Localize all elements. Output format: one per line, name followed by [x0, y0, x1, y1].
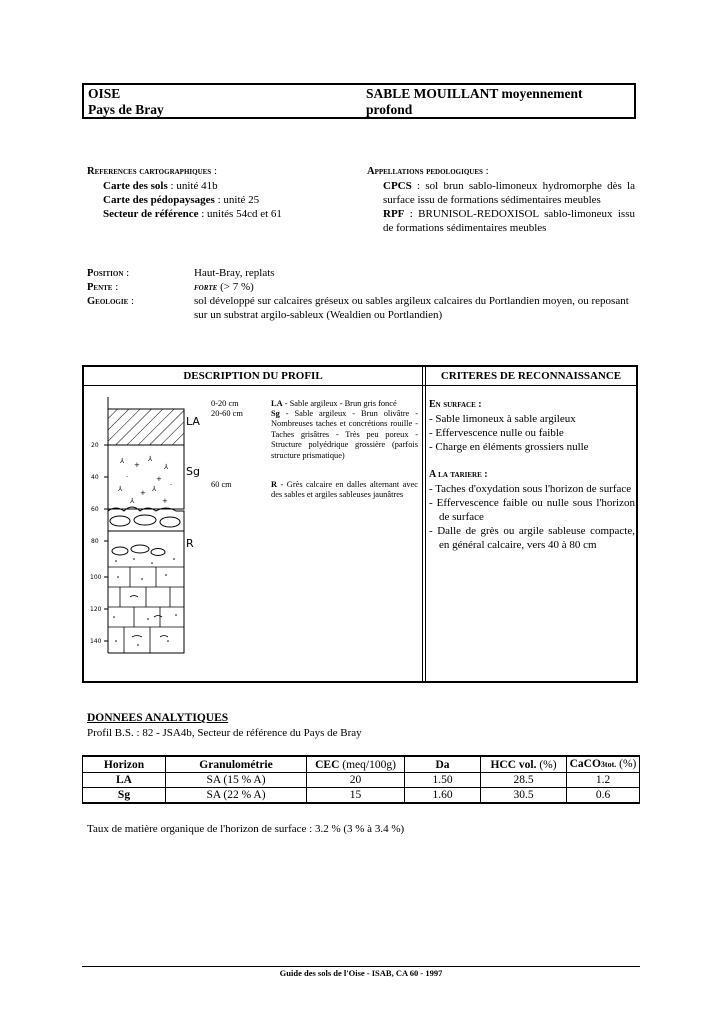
- horizon-depth: 0-20 cm: [211, 399, 239, 408]
- column-header: CEC (meq/100g): [307, 756, 405, 773]
- refs-colon: :: [211, 165, 217, 177]
- svg-text:+: +: [162, 497, 168, 505]
- column-header: HCC vol. (%): [481, 756, 567, 773]
- horizon-depth: 60 cm: [211, 480, 232, 489]
- rpf-text: : BRUNISOL-REDOXISOL sablo-limoneux issu de formations sédimentaires meubles: [383, 208, 635, 234]
- ref-value: : unités 54cd et 61: [198, 208, 282, 220]
- depth-tick: 60: [91, 506, 99, 513]
- column-divider: [422, 367, 423, 681]
- criteria-item: - Dalle de grès ou argile sableuse compacte, en général calcaire, vers 40 à 80 cm: [429, 525, 636, 551]
- svg-text:+: +: [140, 489, 146, 497]
- analytics-subtitle: Profil B.S. : 82 - JSA4b, Secteur de référence du Pays de Bray: [87, 727, 362, 739]
- cpcs-text: : sol brun sablo-limoneux hydromorphe dès la surface issu de formations sédimentaires meubles: [383, 180, 635, 206]
- svg-text:⅄: ⅄: [164, 463, 169, 471]
- horizon-description: LA - Sable argileux - Brun gris foncé: [271, 399, 397, 408]
- criteria-item: - Effervescence nulle ou faible: [429, 427, 564, 439]
- analytics-table: [82, 755, 640, 804]
- cpcs-label: CPCS: [383, 180, 412, 192]
- r-layer-lines: [108, 567, 184, 653]
- header-box: [82, 83, 636, 119]
- svg-text:+: +: [134, 461, 140, 469]
- svg-text:⅄: ⅄: [120, 457, 125, 465]
- ref-label: Secteur de référence: [103, 208, 199, 220]
- organic-matter-note: Taux de matière organique de l'horizon de surface : 3.2 % (3 % à 3.4 %): [87, 823, 405, 835]
- appellations-colon: :: [482, 165, 489, 177]
- horizon-description: Sg - Sable argileux - Brun olivâtre - Nombreuses taches et concrétions rouille - Taches grisâtres - Très peu poreux - Structure polyédrique grossière (parfois structure prismatique): [271, 409, 418, 460]
- horizon-label-r: R: [186, 537, 194, 550]
- geologie-label: Geologie :: [87, 295, 135, 307]
- tariere-title: A la tariere :: [429, 469, 488, 480]
- svg-text:·: ·: [126, 473, 129, 481]
- depth-tick: 80: [91, 538, 99, 545]
- svg-text:⅄: ⅄: [118, 485, 123, 493]
- soil-title-line1: SABLE MOUILLANT moyennement: [366, 86, 583, 101]
- r-layer-marks: [130, 596, 168, 638]
- cpcs-entry: [367, 179, 635, 207]
- ref-value: : unité 25: [214, 194, 260, 206]
- table-row: LA SA (15 % A) 20 1.50 28.5 1.2: [83, 773, 640, 788]
- position-label: Position :: [87, 267, 130, 279]
- appellations-title: Appellations pedologiques: [367, 166, 483, 177]
- surface-title: En surface :: [429, 399, 482, 410]
- depth-tick: 40: [91, 474, 99, 481]
- rpf-label: RPF: [383, 208, 405, 220]
- column-header: Da: [405, 756, 481, 773]
- region-title: Pays de Bray: [88, 102, 164, 117]
- column-header: Horizon: [83, 756, 166, 773]
- criteria-header: CRITERES DE RECONNAISSANCE: [440, 370, 622, 382]
- depth-tick: 120: [90, 606, 102, 613]
- criteria-item: - Effervescence faible ou nulle sous l'horizon de surface: [429, 497, 635, 523]
- svg-text:⅄: ⅄: [152, 485, 157, 493]
- depth-tick: 140: [90, 638, 102, 645]
- soil-profile-drawing: [90, 391, 208, 659]
- table-row: Sg SA (22 % A) 15 1.60 30.5 0.6: [83, 788, 640, 804]
- refs-section: [87, 164, 347, 221]
- column-header: Granulométrie: [166, 756, 307, 773]
- profile-table: [82, 365, 638, 683]
- svg-text:·: ·: [170, 481, 173, 489]
- rpf-entry: [367, 207, 635, 235]
- analytics-title: DONNEES ANALYTIQUES: [87, 712, 229, 724]
- svg-text:⅄: ⅄: [130, 497, 135, 505]
- horizon-label-sg: Sg: [186, 465, 200, 478]
- sg-symbols: [118, 455, 172, 505]
- ref-label: Carte des sols: [103, 180, 168, 192]
- criteria-item: - Charge en éléments grossiers nulle: [429, 441, 589, 453]
- r-layer-dots: [113, 558, 177, 646]
- depth-tick: 100: [90, 574, 102, 581]
- appellations-section: [367, 164, 635, 235]
- column-header: CaCO3tot. (%): [567, 756, 640, 773]
- ref-value: : unité 41b: [167, 180, 218, 192]
- horizon-label-la: LA: [186, 415, 200, 428]
- svg-text:+: +: [156, 475, 162, 483]
- horizon-depth: 20-60 cm: [211, 409, 243, 418]
- ref-label: Carte des pédopaysages: [103, 194, 215, 206]
- criteria-item: - Sable limoneux à sable argileux: [429, 413, 576, 425]
- department-title: OISE: [88, 86, 121, 101]
- pente-value: forte (> 7 %): [194, 281, 254, 293]
- column-divider: [425, 367, 426, 681]
- criteria-item: - Taches d'oxydation sous l'horizon de surface: [429, 483, 632, 495]
- footer-rule: [82, 966, 640, 967]
- table-header-row: [83, 756, 640, 773]
- svg-text:⅄: ⅄: [148, 455, 153, 463]
- depth-tick: 20: [91, 442, 99, 449]
- description-header: DESCRIPTION DU PROFIL: [183, 370, 323, 382]
- horizon-description: R - Grès calcaire en dalles alternant avec des sables et argiles sableuses jaunâtres: [271, 480, 418, 500]
- geologie-value: sol développé sur calcaires gréseux ou sables argileux calcaires du Portlandien moyen, ou reposant sur un substrat argilo-sableux (Wealdien ou Portlandien): [194, 295, 629, 321]
- pente-label: Pente :: [87, 281, 119, 293]
- position-value: Haut-Bray, replats: [194, 267, 275, 279]
- criteria-column: [429, 398, 635, 552]
- refs-title: References cartographiques: [87, 166, 212, 177]
- soil-title-line2: profond: [366, 102, 413, 117]
- footer-text: Guide des sols de l'Oise - ISAB, CA 60 - 1997: [279, 968, 443, 978]
